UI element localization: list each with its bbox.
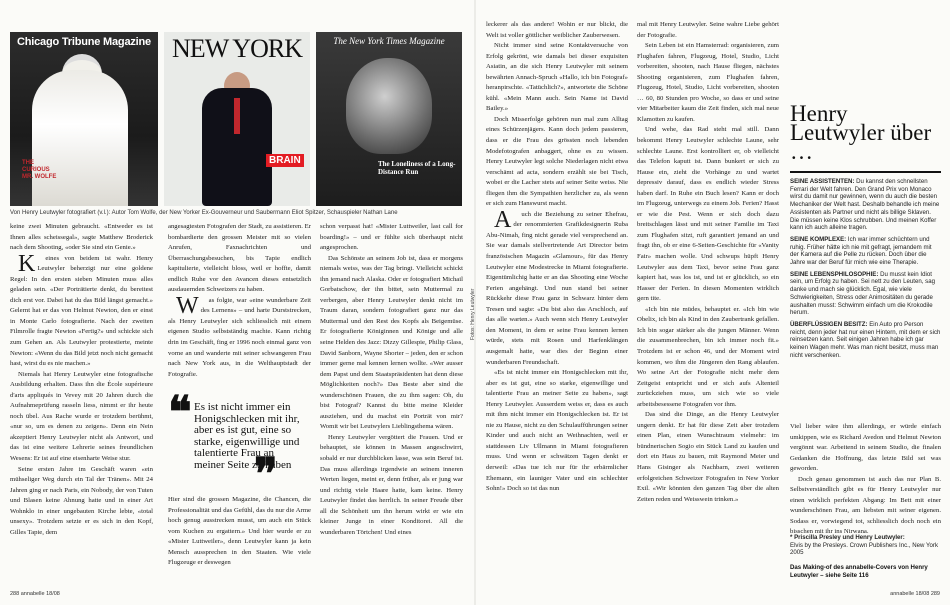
cover-masthead: NEW YORK [172, 34, 302, 63]
text-column-2-bottom [168, 495, 311, 590]
text-column-6 [790, 422, 941, 536]
cover-reference: Das Making-of des annabelle-Covers von Henry Leutwyler – siehe Seite 116 [790, 564, 928, 579]
paragraph: K eines von beidem ist wahr. Henry Leutwyler beherzigt nur eine goldene Regel: In den ersten sieben Minuten muss alles geladen sein. «Der Porträtierte denkt, du bereitest dich erst vor. Dabei hat du das Bild längst gemacht.» Gelernt hat er das von Helmut Newton, den er einst in Monte Carlo fotografierte. Nach der zweiten Filmrolle fragte Newton «Fertig?» und schickte sich zum Gehen an. Als Leutwyler protestierte, meinte Newton: «Wenn du das Bild jetzt noch nicht gemacht hast, wirst du es nie machen.» [10, 250, 153, 368]
text-column-3 [320, 222, 463, 588]
text-column-5 [637, 20, 779, 588]
paragraph: keine zwei Minuten gebraucht. «Entweder es ist Ihnen alles scheissegal», sagte Matthew Broderick nach dem Shooting, «oder Sie sind ein Genie.» [10, 223, 153, 252]
paragraph: Nicht immer sind seine Kontaktversuche von Erfolg gekrönt, wie damals bei dieser exquisiten Asiatin, an die sich Henry Leutwyler mit seinem bewährten Annach-Spruch «Hallo, ich bin Fotograf» heranpirschte. «Tatüchlich?», antwortete die Schöne kühl. «Mein Mann auch. Sein Name ist David Bailey.» [486, 42, 628, 113]
sidebar-item: SEINE ASSISTENTEN: Du kannst den schnellsten Ferrari der Welt fahren. Den Grand Prix von Monaco wirst du damit nur gewinnen, wenn du auch die besten Mechaniker der Welt hast. Deshalb behandle ich meine Assistenten als Partner und nicht als billige Sklaven. Die müssen keine Klos schrubben. Und meinen Koffer kann ich auch alleine tragen. [790, 178, 940, 232]
paragraph: «Es ist nicht immer ein Honigschlecken mit ihr, aber es ist gut, eine so starke, eigenwillige und talentierte Frau an meiner Seite zu haben», sagt Henry Leutwyler. Ausserdem weiss er, dass es auch mit ihm nicht immer ein Honigschlecken ist. Er ist nie zu Hause, nicht zu den Schulaufführungen seiner Kinder und auch nicht an Weihnachten, weil er stattdessen Liv Ullmann in Miami fotografieren muss. Und wenn er schwätzen Tagen denkt er derweil: «Das tue ich nur für ihr erbärmlicher Ehemann, ein launiger Vater und ein schlechter Sohn!» Doch so ist das nun [486, 369, 628, 493]
drop-cap: A [494, 206, 512, 233]
paragraph: schon verpasst hat! «Mister Luttweiler, last call for boarding!» – und er fühlte sich überhaupt nicht angesprochen. [320, 223, 463, 252]
cover-tagline: THE CURIOUS MR. WOLFE [22, 160, 57, 180]
text-column-1 [10, 222, 153, 588]
paragraph: Das Schönste an seinem Job ist, dass er morgens niemals weiss, was der Tag bringt. Vielleicht schickt ihn jemand nach Alaska. Oder er fotografiert Michail Gorbatschow, der ihn bittet, sein Muttermal zu verbergen, aber Henry Leutwyler denkt nicht im Traum daran, sondern fotografiert ganz nur das Muttermal und den Rest des Kopfs als Beigemüse. Er fotografierte Königinnen und Könige und alle seine Helden des Jazz: Dizzy Gillespie, Philip Glass, David Sanborn, Wayne Shorter – jeden, den er schon immer gerne mal kennen lernen wollte. «Wer ausser dem Papst und dem Staatspräsidenten hat denn diese Möglichkeiten noch?» Das Beste aber sind die wunderschönen Frauen, die zu ihm sagen: Oh, du bist Fotograf? Kannst du bitte meine Kleider ausziehen, und du machst ein Porträt von mir? Womit wir bei Leutwylers Lieblingsthema wären. [320, 254, 463, 431]
cover-badge: BRAIN [266, 154, 304, 167]
drop-cap: W [176, 292, 199, 319]
pull-quote [168, 388, 316, 499]
sidebar-item: SEINE LEBENSPHILOSOPHIE: Du musst kein Idiot sein, um Erfolg zu haben. Sei nett zu den Leuten, sag danke und mach sie glücklich. Egal, wie viele Schwierigkeiten, Stress oder Animositäten du gerade aushalten musst: Schwimm einfach um die Krokodile herum. [790, 270, 935, 317]
pull-quote-text: Es ist nicht immer ein Honigschlecken mit ihr, aber es ist gut, eine so starke, eigenwillige und talentierte Frau an meiner Seite zu haben [194, 401, 300, 471]
paragraph: A uch die Beziehung zu seiner Ehefrau, der renommierten Grafikdesignerin Ruba Abu-Nimah, fing nicht gerade viel versprechend an. Sie war damals stellvertretende Art Director beim französischen Magazin «Glamour», für das Henry Leutwyler eine Modestrecke in Miami fotografierte. Eigentümlichig hatte er an das Shooting eine Woche Ferien angehängt. Und nun stand bei seiner Rückkehr diese Frau ganz in Schwarz hinter dem Tresen und sagte: «Du bist also das Arschloch, auf das alle warten.» Auch wenn sich Henry Leutwyler den Moment, in dem er seine Frau kennen lernen würde, stets mit Rosen und Harfenklängen ausgemalt hatte, war dies der Beginn einer wunderbaren Freundschaft. [486, 206, 628, 366]
cover-portrait-suit [32, 70, 128, 206]
paragraph: Sein Leben ist ein Hamsterrad: organisieren, zum Flughafen fahren, Flugzeug, Hotel, Studio, Licht vorbereiten, shooten, nach Hause fliegen, nächstes Shooting organisieren, zum Flughafen fahren, Flugzeug, Hotel, Studio, Licht vorbereiten, shooten … 60, 80 Stunden pro Woche, so dass er und seine vier Mitarbeiter kaum die Zeit finden, sich mal neue Klamotten zu kaufen. [637, 42, 779, 123]
paragraph: Doch genau genommen ist auch das nur Plan B. Selbstverständlich gibt es für Henry Leutwyler nur einen wirklich perfekten Abgang: Im Bett mit einer wunderschönen Frau, am liebsten mit seiner eigenen. Sodass er, vorwiegend tot, schliesslich doch noch ein bisschen mit ihr ins Nirwana. [790, 475, 941, 536]
sidebar-item: ÜBERFLÜSSIGEN BESITZ: Ein Auto pro Person reicht, denn jeder hat nur einen Hintern, mit dem er sich reinsetzen kann. Seit einigen Jahren habe ich gar keinen Wagen mehr. Was man nicht besitzt, muss man nicht verschenken. [790, 320, 941, 359]
quote-close-icon: ❞ [254, 450, 278, 499]
sidebar-rule [790, 171, 941, 173]
quote-open-icon: ❝ [168, 388, 192, 437]
paragraph: Und wehe, das Rad steht mal still. Dann bekommt Henry Leutwyler schlechte Laune, sehr schlechte Laune. Erst kontrolliert er, ob vielleicht das Telefon kaputt ist. Dann bunkert er sich zu Hause ein, zieht die Vorhänge zu und wartet depressiv darauf, dass es endlich wieder Stress haben darf. In Ruhe ein Buch lesen? Kann er doch im Flugzeug, unterwegs zu einem Job. Ferien? Hasst er wie die Pest. Wenn er sich doch dazu breitschlagen lässt und mit seiner Familie im Taxi zum Flughafen sitzt, ruft garantiert jemand an und fragt ihn, ob er eine 6-Seiten-Geschichte für «Vanity Fair» machen wolle. Und schwups hüpft Henry Leutwyler aus dem Taxi, bevor seine Frau ganz kapiert hat, was los ist, und ist er glücklich, so ein Hasser der Ferien. In diesen Momenten wirklich gern tite. [637, 126, 779, 303]
photo-credit: Fotos: Henry Leutwyler [470, 288, 476, 340]
cover-portrait-face [346, 58, 432, 154]
cover-new-york [164, 32, 310, 206]
cover-masthead: The New York Times Magazine [333, 36, 445, 46]
paragraph: Seine ersten Jahre im Geschäft waren «ein mühseliger Weg durch ein Tal der Tränen». Mit 24 Jahren ging er nach Paris, ein Nobody, der von Tuten und Blasen keine Ahnung hatte und in einer Art Wohnklo in einer ungebauten Kirche lebte, «total unsexy». Trotzdem setzte er es sich in den Kopf, Gilles Tapie, dem [10, 465, 153, 536]
sidebar-box [790, 101, 941, 363]
paragraph: W as folgte, war «eine wunderbare Zeit des Lernens» – und harte Durststrecken, als Henry Leutwyler sich schliesslich mit einem eigenen Studio selbstständig machte. Kann richtig drin im Geschäft, fing er 1996 noch einmal ganz von vorne an und wanderte mit seiner schwangeren Frau nach New York aus, in die Welthauptstadt der Fotografie. [168, 292, 311, 378]
folio-left: 288 annabelle 18/08 [10, 591, 60, 597]
paragraph: Das sind die Dinge, an die Henry Leutwyler ungern denkt. Er hat für diese Zeit aber trotzdem einen Plan, einen Wunschtraum vielmehr: im bündnerischen Sogio ein Stück Land zu kaufen und dort ein Haus zu bauen, mit Raymond Meier und Hans Gisinger als Nachbarn, zwei weiteren erfolgreichen Schweizer Fotografen in New Yorker Exil. «Wir könnten den ganzen Tag über die alten Zeiten reden und Weisswein trinken.» [637, 411, 779, 503]
paragraph: Hier sind die grossen Magazine, die Chancen, die Professionalität und das Gefühl, das du nur die Arme hoch genug ausstrecken musst, um auch ein Stück vom Kuchen zu ergattern.» Und hier wurde er zu «Mister Luttweiler», denn Leutwyler kann ja kein Mensch aussprechen in den Staaten. Wie viele Flugzeuge er deswegen [168, 496, 311, 567]
cover-masthead: Chicago Tribune Magazine [17, 36, 151, 48]
paragraph: Henry Leutwyler vergöttert die Frauen. Und er behauptet, sie können in Massen angeschwirrt, sobald er nur durchblicken lasse, was sein Beruf ist. Das muss allerdings irgendwie an seinem inneren Werten liegen, meint er, denn früher, als er jung war und richtig viele Haare hatte, kam keine. Henry Leutwyler findet das herrlich. In seiner Freude über all die Schönheit um ihn herum wirkt er wie ein kleiner Junge in einer Konditorei. All die wunderbaren Törtchen! Und eines [320, 433, 463, 536]
cover-chicago-tribune [10, 32, 158, 206]
sidebar-title: Henry Leutwyler über … [790, 101, 932, 164]
book-credit: * Priscilla Presley und Henry Leutwyler: Elvis by the Presleys. Crown Publishers Inc., New York 2005 [790, 534, 939, 557]
paragraph: «Ich bin nie müdes, behauptet er. «Ich bin wie Obelix, ich bin als Kind in den Zaubertrank gefallen. Ich bin sogar stärker als die jungen Männer. Wenn die zusammenbrechen, bin ich immer noch fit.» Trotzdem ist er schon 46, und der Moment wird kommen, wo ihm die Jüngeren den Rang ablaufen. Wo seine Art der Fotografie nicht mehr dem Zeitgeist entspricht und er sich aufs Altenteil zurückziehen muss, um sich wie so viele arbeitsbesessene Fotografen vor ihm. [637, 305, 779, 408]
paragraph: leckerer als das andere! Wohin er nur blickt, die Welt ist voller göttlicher weiblicher Zauberwesen. [486, 21, 628, 39]
cover-portrait-tie [234, 98, 240, 134]
sidebar-item: SEINE KOMPLEXE: Ich war immer schüchtern und ruhig. Früher hätte ich nie mit gefragt, jemandem mit der Kamera auf die Pelle zu rücken. Doch über die Jahre war der Beruf für mich wie eine Therapie. [790, 235, 932, 267]
cover-nyt-magazine [316, 32, 462, 206]
paragraph: Niemals hat Henry Leutwyler eine fotografische Ausbildung erhalten. Dass ihn die École supérieure d'arts appliqués in Vevey mit 20 Jahren durch die Aufnahmeprüfung rasseln liess, nimmt er ihr heute noch übel. Aus Rache wurde er trotzdem berühmt, «nur so, um es denen zu zeigen». Denn ein Nein akzeptiert Henry Leutwyler nicht als Antwort, und das ist eine weitere Lehrerie seines freundlichen Wesens: Er ist auf eine eisenharte Weise stur. [10, 370, 153, 463]
cover-caption: Von Henry Leutwyler fotografiert (v.l.): Autor Tom Wolfe, der New Yorker Ex-Gouverneur und Saubermann Eliot Spitzer, Schauspieler Nathan Lane [10, 210, 398, 216]
text-column-2 [168, 222, 311, 392]
paragraph: angesagtesten Fotografen der Stadt, zu assistieren. Er bombardierte den grossen Meister mit so vielen Anrufen, Faxnachrichten und Überraschungsbesuchen, bis Tapie endlich kapitulierte, vielleicht bloss, weil er hoffte, damit endlich Ruhe vor den Avancen dieses entsetzlich ausdauernden Schweizers zu haben. [168, 223, 311, 294]
paragraph: Viel lieber wäre ihm allerdings, er würde einfach umkippen, wie es Richard Avedon und Helmut Newton vergönnt war. Arbeitend in seinem Studio, die finalen Gedanken die Hoffnung, das letzte Bild sei was geworden. [790, 423, 941, 473]
text-column-4 [486, 20, 628, 588]
paragraph: mal mit Henry Leutwyler. Seine wahre Liebe gehört der Fotografie. [637, 21, 779, 39]
folio-right: annabelle 18/08 289 [890, 591, 940, 597]
paragraph: Doch Misserfolge gehören nun mal zum Alltag eines Schürzenjägers. Kann doch jedem passieren, dass er die Frau des grössten noch lebenden Modefotografen anbaggert, ohne es zu wissen. Henry Leutwyler legt solche Niederlagen nicht etwa verschämt ad acta, sondern erzählt sie bei Tisch, wobei er die Lacher stets auf seiner Seite weiss. Nie fliegen ihm die Sympathien herzlicher zu, als wenn er sich zum Hanswurst macht. [486, 115, 628, 208]
drop-cap: K [18, 250, 36, 277]
cover-coverline: The Loneliness of a Long-Distance Run [378, 160, 456, 176]
